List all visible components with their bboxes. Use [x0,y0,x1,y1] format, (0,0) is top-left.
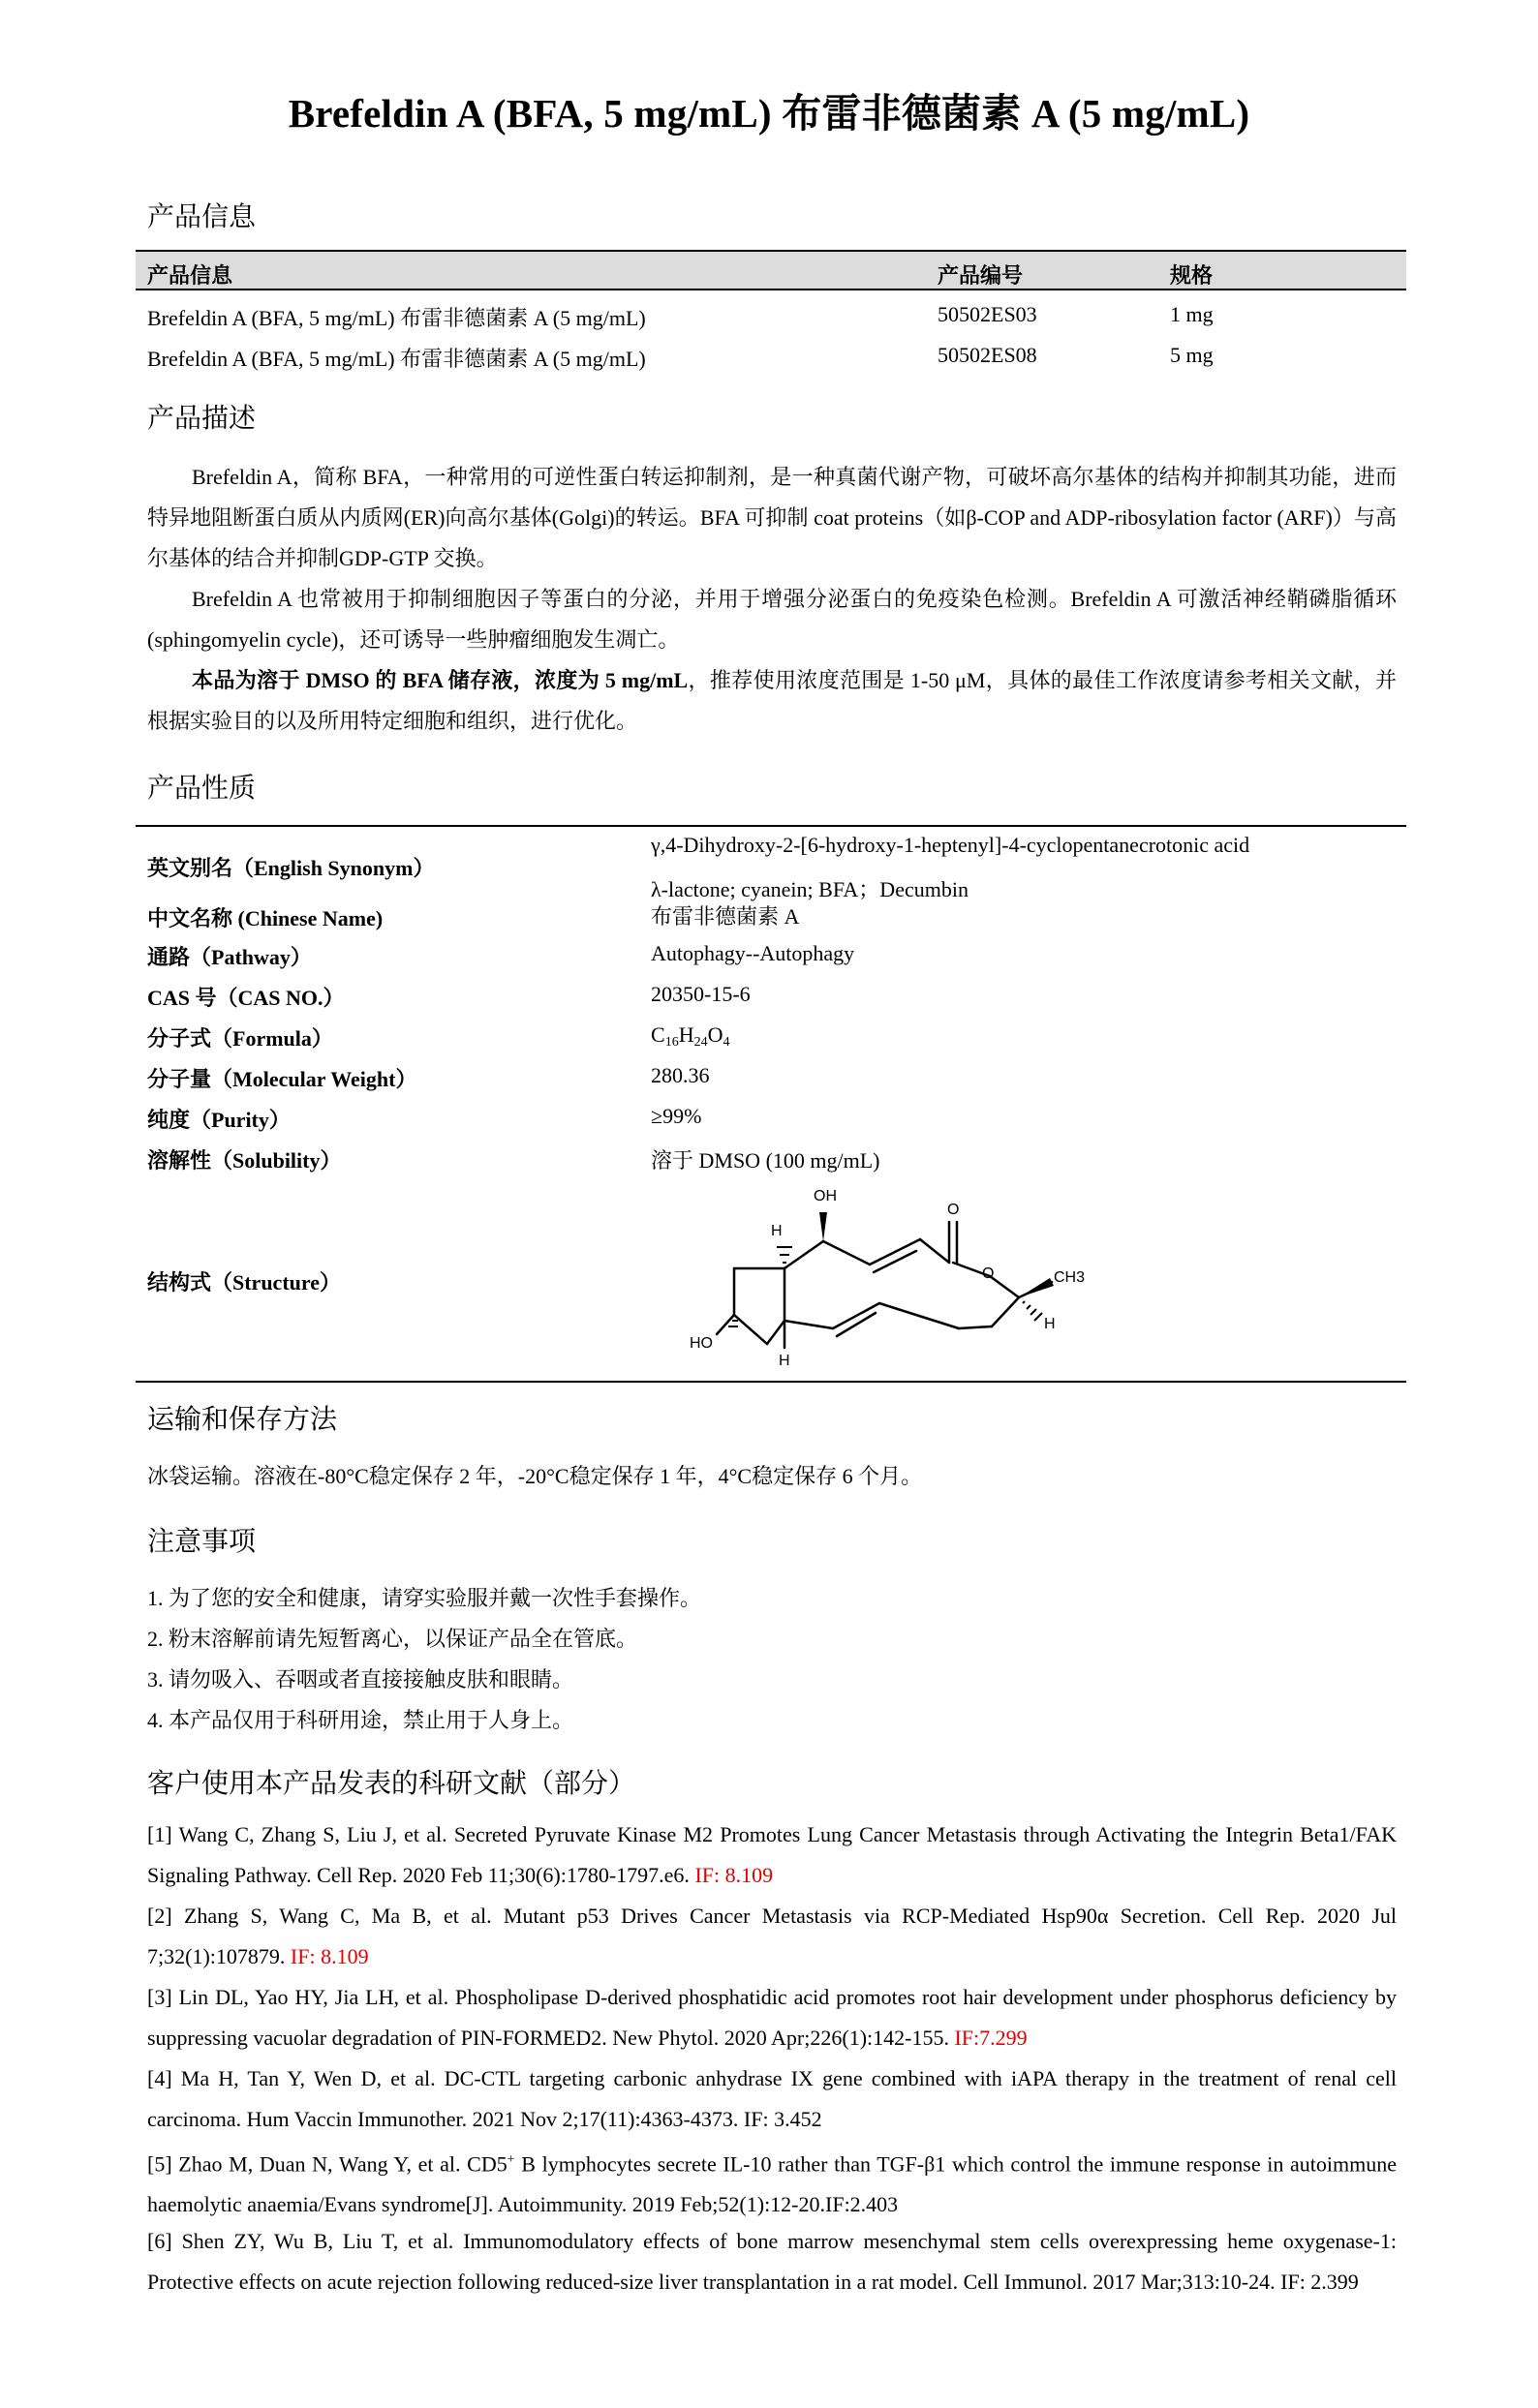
atom-label: O [947,1202,960,1218]
mw-label: 分子量（Molecular Weight） [147,1067,417,1091]
divider [136,825,1406,827]
atom-label: OH [814,1188,837,1204]
row-product-code: 50502ES03 [938,302,1037,326]
atom-label: HO [690,1335,713,1352]
section-properties: 产品性质 [147,774,257,804]
synonym-label: 英文别名（English Synonym） [147,856,435,880]
note-item: 2. 粉末溶解前请先短暂离心，以保证产品全在管底。 [147,1627,638,1651]
storage-text: 冰袋运输。溶液在-80°C稳定保存 2 年，-20°C稳定保存 1 年，4°C稳定保存 6 个月。 [147,1464,923,1488]
atom-label: O [982,1265,995,1282]
row-product-spec: 5 mg [1170,343,1214,367]
description-rest: ，推荐使用浓度范围是 1-50 μM，具体的最佳工作浓度请参考相关文献，并根据实验目的以及所用特定细胞和组织，进行优化。 [147,668,1398,733]
note-item: 4. 本产品仅用于科研用途，禁止用于人身上。 [147,1708,574,1732]
atom-label: H [771,1223,783,1239]
atom-label: H [779,1353,790,1369]
chinese-name-label: 中文名称 (Chinese Name) [147,906,384,930]
formula-label: 分子式（Formula） [147,1026,333,1051]
section-description: 产品描述 [147,404,257,434]
reference-item: [4] Ma H, Tan Y, Wen D, et al. DC-CTL targeting carbonic anhydrase IX gene combined with iAPA therapy in the treatment of renal cell carcinoma. Hum Vaccin Immunother. 2021 Nov 2;17(11):4363-4373. IF: 3.452 [147,2066,1397,2131]
solubility-value: 溶于 DMSO (100 mg/mL) [651,1148,880,1173]
pathway-label: 通路（Pathway） [147,945,312,969]
purity-value: ≥99% [651,1104,702,1128]
cas-value: 20350-15-6 [651,982,751,1006]
description-paragraph: Brefeldin A，简称 BFA，一种常用的可逆性蛋白转运抑制剂，是一种真菌代谢产物，可破坏高尔基体的结构并抑制其功能，进而特异地阻断蛋白质从内质网(ER)向高尔基体(Golgi)的转运。BFA 可抑制 coat proteins（如β-COP and ADP-ribosylation factor (ARF)）与高尔基体的结合并抑制GDP-GTP 交换。 [147,465,1397,570]
row-product-name: Brefeldin A (BFA, 5 mg/mL) 布雷非德菌素 A (5 mg/mL) [147,306,646,330]
atom-label: H [1044,1316,1056,1332]
structure-diagram [639,1181,1104,1375]
note-item: 1. 为了您的安全和健康，请穿实验服并戴一次性手套操作。 [147,1586,702,1610]
description-bold: 本品为溶于 DMSO 的 BFA 储存液，浓度为 5 mg/mL [192,668,689,692]
note-item: 3. 请勿吸入、吞咽或者直接接触皮肤和眼睛。 [147,1667,574,1692]
reference-item: [5] Zhao M, Duan N, Wang Y, et al. CD5+ B lymphocytes secrete IL-10 rather than TGF-β1 which control the immune response in autoimmune haemolytic anaemia/Evans syndrome[J]. Autoimmunity. 2019 Feb;52(1):12-20.IF:2.403 [147,2151,1398,2217]
description-paragraph [147,660,1397,742]
description-paragraph: Brefeldin A 也常被用于抑制细胞因子等蛋白的分泌，并用于增强分泌蛋白的免疫染色检测。Brefeldin A 可激活神经鞘磷脂循环(sphingomyelin cycle)，还可诱导一些肿瘤细胞发生凋亡。 [147,587,1397,652]
divider [136,1381,1406,1383]
header-spec: 规格 [1170,263,1214,288]
synonym-value-line2: λ-lactone; cyanein; BFA；Decumbin [651,877,969,901]
reference-item: [3] Lin DL, Yao HY, Jia LH, et al. Phospholipase D-derived phosphatidic acid promotes root hair development under phosphorus deficiency by suppressing vacuolar degradation of PIN-FORMED2. New Phytol. 2020 Apr;226(1):142-155. IF:7.299 [147,1985,1397,2050]
cas-label: CAS 号（CAS NO.） [147,986,345,1010]
section-product-info: 产品信息 [147,202,257,232]
formula-value: $C_{16}H_{24}O_4$ [651,1022,730,1050]
header-product-code: 产品编号 [938,263,1024,288]
pathway-value: Autophagy--Autophagy [651,941,855,965]
section-notes: 注意事项 [147,1527,257,1557]
section-references: 客户使用本产品发表的科研文献（部分） [147,1769,636,1799]
section-storage: 运输和保存方法 [147,1405,338,1435]
reference-item: [1] Wang C, Zhang S, Liu J, et al. Secreted Pyruvate Kinase M2 Promotes Lung Cancer Metastasis through Activating the Integrin Beta1/FAK Signaling Pathway. Cell Rep. 2020 Feb 11;30(6):1780-1797.e6. IF: 8.109 [147,1822,1397,1887]
page-title: Brefeldin A (BFA, 5 mg/mL) 布雷非德菌素 A (5 mg/mL) [288,91,1250,136]
row-product-name: Brefeldin A (BFA, 5 mg/mL) 布雷非德菌素 A (5 mg/mL) [147,347,646,371]
chinese-name-value: 布雷非德菌素 A [651,904,800,929]
reference-item: [2] Zhang S, Wang C, Ma B, et al. Mutant p53 Drives Cancer Metastasis via RCP-Mediated Hsp90α Secretion. Cell Rep. 2020 Jul 7;32(1):107879. IF: 8.109 [147,1904,1397,1968]
structure-label: 结构式（Structure） [147,1270,342,1295]
row-product-spec: 1 mg [1170,302,1214,326]
purity-label: 纯度（Purity） [147,1108,291,1132]
reference-item: [6] Shen ZY, Wu B, Liu T, et al. Immunomodulatory effects of bone marrow mesenchymal stem cells overexpressing heme oxygenase-1: Protective effects on acute rejection following reduced-size liver transplantation in a rat model. Cell Immunol. 2017 Mar;313:10-24. IF: 2.399 [147,2229,1397,2294]
atom-label: CH3 [1054,1269,1086,1286]
header-product-info: 产品信息 [147,263,233,288]
mw-value: 280.36 [651,1063,710,1087]
product-table-header [136,250,1406,290]
row-product-code: 50502ES08 [938,343,1037,367]
synonym-value-line1: γ,4-Dihydroxy-2-[6-hydroxy-1-heptenyl]-4-cyclopentanecrotonic acid [651,833,1250,857]
solubility-label: 溶解性（Solubility） [147,1148,342,1173]
